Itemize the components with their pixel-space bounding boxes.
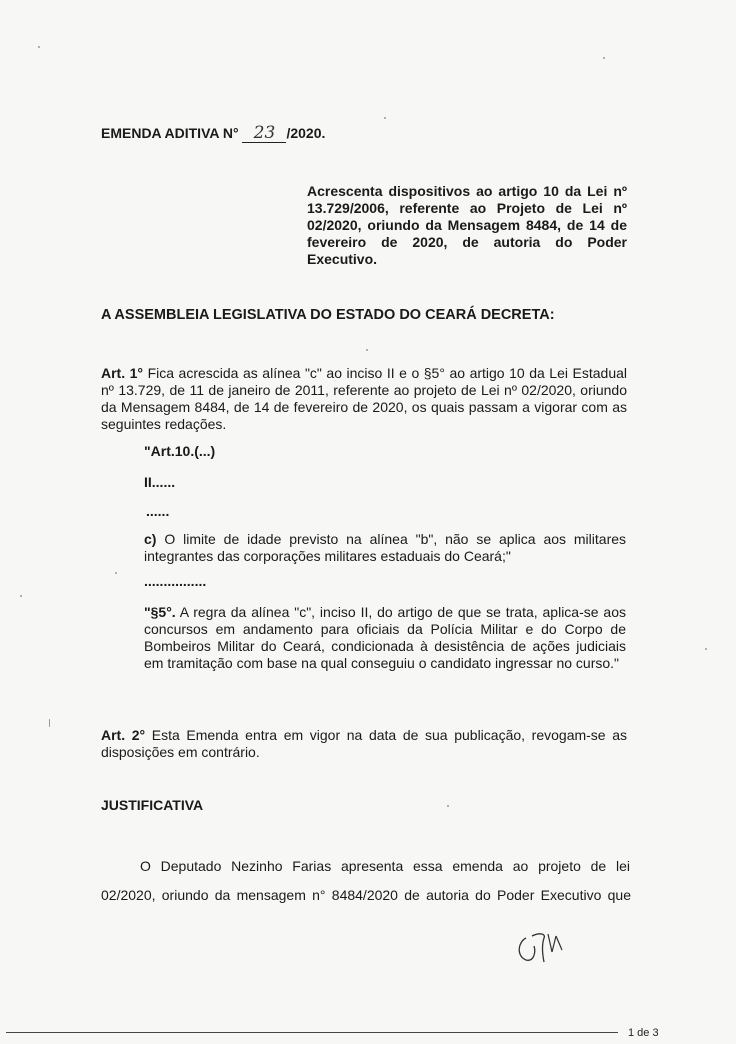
- handwritten-number: [242, 125, 286, 143]
- quote-dots-2: ................: [144, 573, 207, 589]
- quote-art10: "Art.10.(...): [144, 443, 216, 459]
- alinea-c-label: c): [144, 531, 157, 547]
- scan-speck: [705, 648, 707, 650]
- justificativa-heading: JUSTIFICATIVA: [101, 797, 204, 813]
- scan-speck: [603, 57, 605, 59]
- article-1-text: Fica acrescida as alínea "c" ao inciso II e o §5° ao artigo 10 da Lei Estadual nº 13.729, de 11 de janeiro de 2011, referente ao projeto de Lei nº 02/2020, oriundo da Mensagem 8484, de 14 de fevereiro de 2020, os quais passam a vigorar com as seguintes redações.: [101, 365, 628, 432]
- paragraph-5-label: "§5°.: [144, 604, 176, 620]
- scan-speck: [115, 572, 117, 574]
- justificativa-line-2: 02/2020, oriundo da mensagem n° 8484/2020 de autoria do Poder Executivo que: [101, 887, 631, 903]
- title-suffix: /2020.: [286, 125, 326, 141]
- page-number: 1 de 3: [628, 1027, 659, 1039]
- alinea-c-text: O limite de idade previsto na alínea "b", não se aplica aos militares integrantes das corporações militares estaduais do Ceará;": [144, 531, 627, 564]
- decree-heading: A ASSEMBLEIA LEGISLATIVA DO ESTADO DO CEARÁ DECRETA:: [101, 307, 555, 323]
- article-1-label: Art. 1°: [101, 365, 144, 381]
- amendment-title: [101, 125, 441, 143]
- article-2: [101, 727, 627, 761]
- article-1: [101, 365, 627, 433]
- justificativa-line-1: O Deputado Nezinho Farias apresenta essa emenda ao projeto de lei: [140, 858, 630, 874]
- scan-speck: [366, 349, 368, 351]
- handwritten-initials: [512, 922, 574, 968]
- paragraph-5: [144, 604, 626, 672]
- article-2-text: Esta Emenda entra em vigor na data de sua publicação, revogam-se as disposições em contrário.: [101, 727, 627, 760]
- quote-dots-1: ......: [146, 503, 170, 519]
- scan-speck: [447, 805, 449, 807]
- quote-inciso: II......: [144, 474, 176, 490]
- article-2-label: Art. 2°: [101, 727, 146, 743]
- footer-rule: [6, 1032, 618, 1033]
- title-number: 23: [253, 123, 276, 143]
- scan-speck: [20, 595, 22, 597]
- scan-speck: [38, 46, 40, 48]
- alinea-c: [144, 531, 626, 565]
- title-prefix: EMENDA ADITIVA N°: [101, 125, 239, 141]
- scan-speck: [49, 719, 50, 727]
- scan-speck: [384, 117, 386, 119]
- paragraph-5-text: A regra da alínea "c", inciso II, do artigo de que se trata, aplica-se aos concursos em andamento para oficiais da Polícia Militar e do Corpo de Bombeiros Militar do Ceará, condicionada à desistência de ações judiciais em tramitação com base na qual conseguiu o candidato ingressar no curso.": [144, 604, 626, 671]
- amendment-summary: Acrescenta dispositivos ao artigo 10 da Lei nº 13.729/2006, referente ao Projeto de Lei nº 02/2020, oriundo da Mensagem 8484, de 14 de fevereiro de 2020, de autoria do Poder Executivo.: [307, 183, 627, 267]
